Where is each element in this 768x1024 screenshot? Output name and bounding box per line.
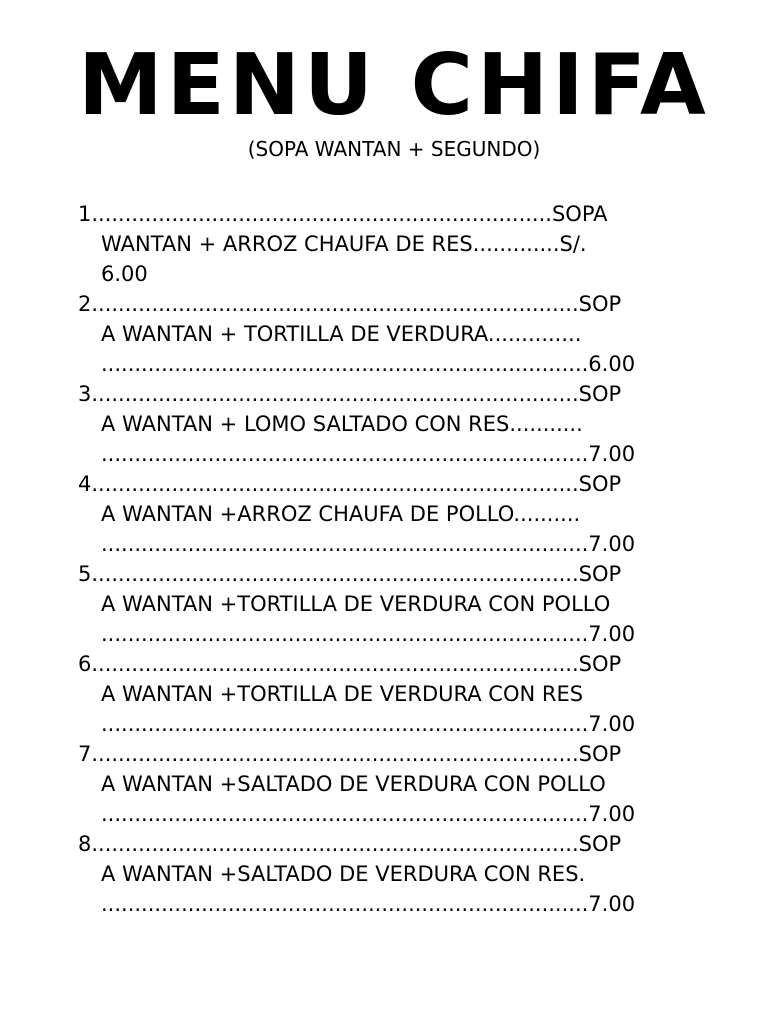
- menu-item-line: .........................................................................7.00: [101, 442, 636, 466]
- menu-item-line: .........................................................................7.00: [101, 532, 636, 556]
- menu-item-line: A WANTAN +SALTADO DE VERDURA CON RES.: [101, 862, 586, 886]
- menu-item-4: [78, 469, 738, 559]
- menu-item-line: A WANTAN +SALTADO DE VERDURA CON POLLO: [101, 772, 606, 796]
- menu-item-line: A WANTAN + TORTILLA DE VERDURA..............: [101, 322, 582, 346]
- menu-item-6: [78, 649, 738, 739]
- menu-list: [78, 199, 738, 919]
- menu-item-1: [78, 199, 738, 289]
- menu-subtitle: (SOPA WANTAN + SEGUNDO): [247, 137, 541, 161]
- menu-item-line: 1.....................................................................SOPA: [78, 202, 608, 226]
- menu-item-line: WANTAN + ARROZ CHAUFA DE RES.............S/.: [101, 232, 587, 256]
- menu-item-line: A WANTAN +TORTILLA DE VERDURA CON RES: [101, 682, 584, 706]
- menu-item-line: A WANTAN + LOMO SALTADO CON RES...........: [101, 412, 583, 436]
- menu-item-line: 7.........................................................................SOP: [78, 742, 622, 766]
- menu-item-line: .........................................................................7.00: [101, 712, 636, 736]
- menu-item-line: A WANTAN +TORTILLA DE VERDURA CON POLLO: [101, 592, 611, 616]
- menu-item-line: .........................................................................7.00: [101, 802, 636, 826]
- menu-item-line: 2.........................................................................SOP: [78, 292, 622, 316]
- menu-item-5: [78, 559, 738, 649]
- menu-item-line: 8.........................................................................SOP: [78, 832, 622, 856]
- menu-item-line: .........................................................................6.00: [101, 352, 636, 376]
- menu-item-line: 6.00: [101, 262, 148, 286]
- menu-item-2: [78, 289, 738, 379]
- menu-item-8: [78, 829, 738, 919]
- menu-item-line: 5.........................................................................SOP: [78, 562, 622, 586]
- menu-item-line: 4.........................................................................SOP: [78, 472, 622, 496]
- menu-item-line: .........................................................................7.00: [101, 622, 636, 646]
- menu-item-line: A WANTAN +ARROZ CHAUFA DE POLLO..........: [101, 502, 581, 526]
- menu-item-line: 3.........................................................................SOP: [78, 382, 622, 406]
- menu-item-line: .........................................................................7.00: [101, 892, 636, 916]
- menu-title: MENU CHIFA: [78, 36, 710, 135]
- menu-item-line: 6.........................................................................SOP: [78, 652, 622, 676]
- menu-item-7: [78, 739, 738, 829]
- menu-item-3: [78, 379, 738, 469]
